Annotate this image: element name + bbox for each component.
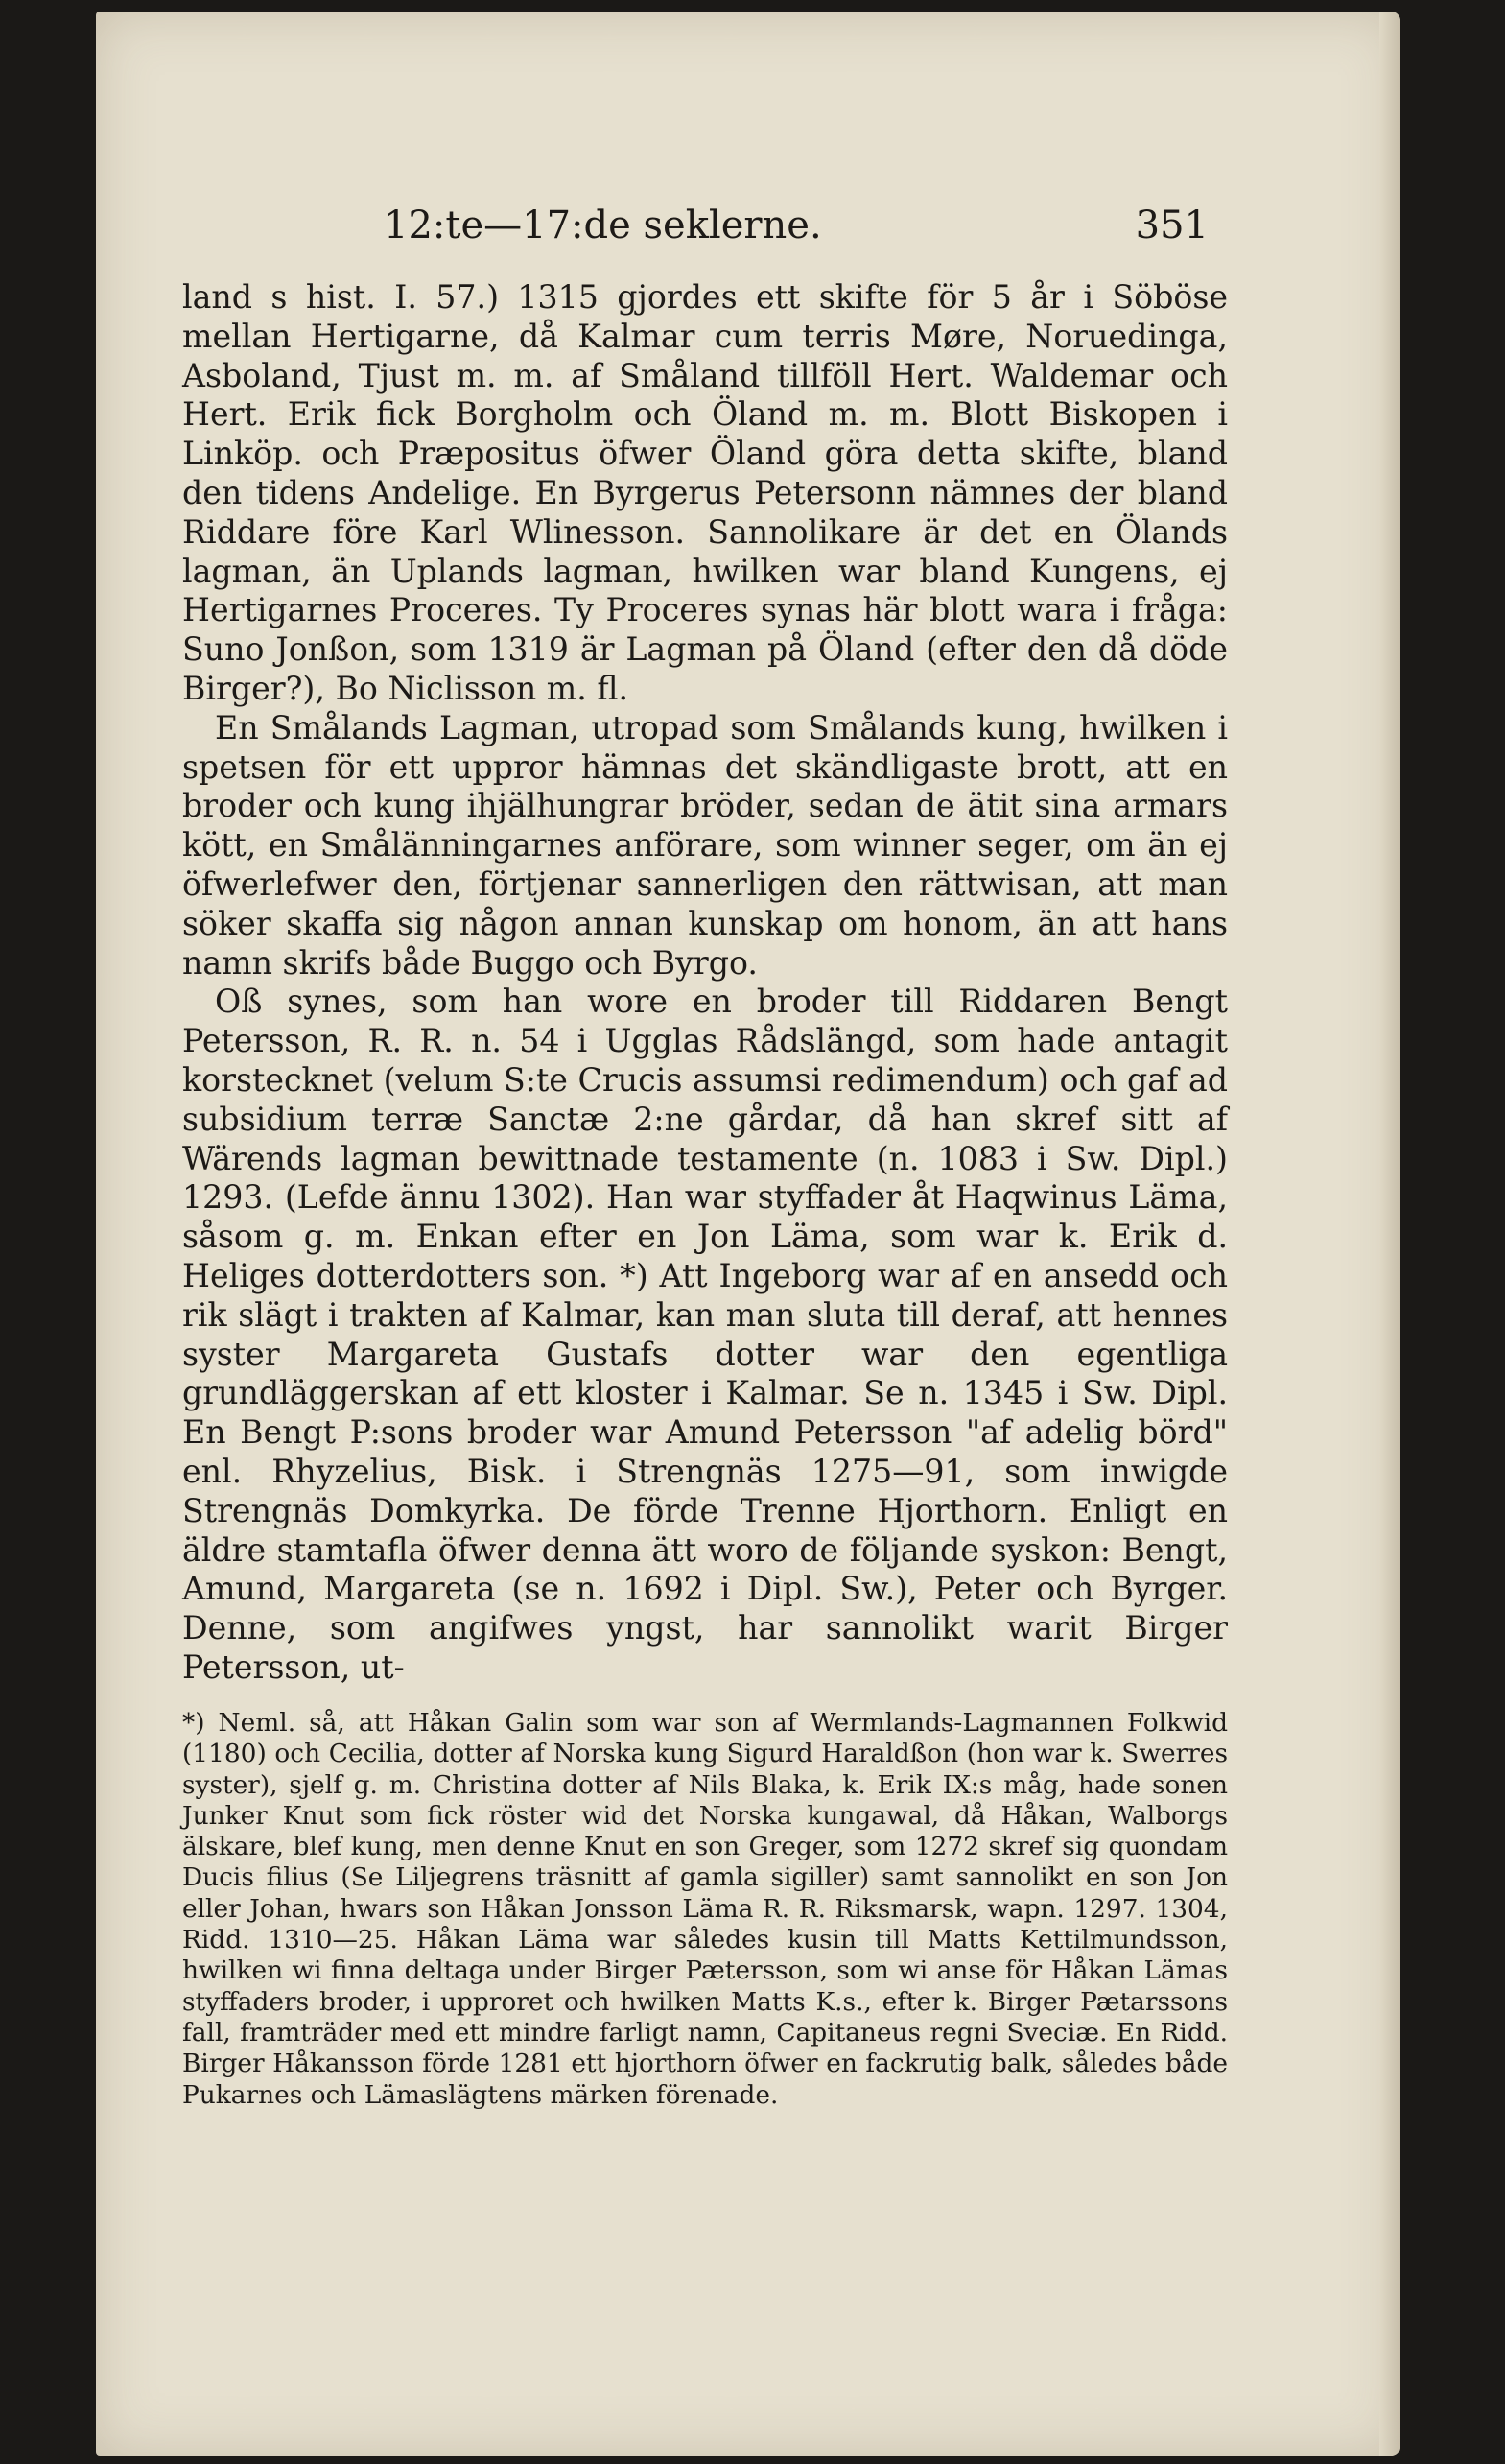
footnotes [182, 1708, 1228, 2111]
footnote: *) Neml. så, att Håkan Galin som war son af Wermlands-Lagmannen Folkwid (1180) och Cecilia, dotter af Norska kung Sigurd Haraldßon (hon war k. Swerres syster), sjelf g. m. Christina dotter af Nils Blaka, k. Erik IX:s måg, hade sonen Junker Knut som fick röster wid det Norska kungawal, då Håkan, Walborgs älskare, blef kung, men denne Knut en son Greger, som 1272 skref sig quondam Ducis filius (Se Liljegrens träsnitt af gamla sigiller) samt sannolikt en son Jon eller Johan, hwars son Håkan Jonsson Läma R. R. Riksmarsk, wapn. 1297. 1304, Ridd. 1310—25. Håkan Läma war således kusin till Matts Kettilmundsson, hwilken wi finna deltaga under Birger Pætersson, som wi anse för Håkan Lämas styffaders broder, i upproret och hwilken Matts K.s., efter k. Birger Pætarssons fall, framträder med ett mindre farligt namn, Capitaneus regni Sveciæ. En Ridd. Birger Håkansson förde 1281 ett hjorthorn öfwer en fackrutig balk, således både Pukarnes och Lämaslägtens märken förenade. [182, 1708, 1228, 2110]
running-title: 12:te—17:de seklerne. [384, 203, 822, 248]
page-number: 351 [1135, 203, 1209, 248]
page-header [384, 203, 1209, 261]
main-text [182, 278, 1228, 1688]
paragraph: En Smålands Lagman, utropad som Smålands kung, hwilken i spetsen för ett uppror hämnas det skändligaste brott, att en broder och kung ihjälhungrar bröder, sedan de ätit sina armars kött, en Smålänningarnes anförare, som winner seger, om än ej öfwerlefwer den, förtjenar sannerligen den rättwisan, att man söker skaffa sig någon annan kunskap om honom, än att hans namn skrifs både Buggo och Byrgo. [182, 708, 1228, 982]
paragraph: Oß synes, som han wore en broder till Riddaren Bengt Petersson, R. R. n. 54 i Ugglas Rådslängd, som hade antagit korstecknet (velum S:te Crucis assumsi redimendum) och gaf ad subsidium terræ Sanctæ 2:ne gårdar, då han skref sitt af Wärends lagman bewittnade testamente (n. 1083 i Sw. Dipl.) 1293. (Lefde ännu 1302). Han war styffader åt Haqwinus Läma, såsom g. m. Enkan efter en Jon Läma, som war k. Erik d. Heliges dotterdotters son. *) Att Ingeborg war af en ansedd och rik slägt i trakten af Kalmar, kan man sluta till deraf, att hennes syster Margareta Gustafs dotter war den egentliga grundläggerskan af ett kloster i Kalmar. Se n. 1345 i Sw. Dipl. En Bengt P:sons broder war Amund Petersson "af adelig börd" enl. Rhyzelius, Bisk. i Strengnäs 1275—91, som inwigde Strengnäs Domkyrka. De förde Trenne Hjorthorn. Enligt en äldre stamtafla öfwer denna ätt woro de följande syskon: Bengt, Amund, Margareta (se n. 1692 i Dipl. Sw.), Peter och Byrger. Denne, som angifwes yngst, har sannolikt warit Birger Petersson, ut- [182, 983, 1228, 1686]
page-edge [1379, 12, 1400, 2456]
paragraph: land s hist. I. 57.) 1315 gjordes ett skifte för 5 år i Söböse mellan Hertigarne, då Kalmar cum terris Møre, Noruedinga, Asboland, Tjust m. m. af Småland tillföll Hert. Waldemar och Hert. Erik fick Borgholm och Öland m. m. Blott Biskopen i Linköp. och Præpositus öfwer Öland göra detta skifte, bland den tidens Andelige. En Byrgerus Petersonn nämnes der bland Riddare före Karl Wlinesson. Sannolikare är det en Ölands lagman, än Uplands lagman, hwilken war bland Kungens, ej Hertigarnes Proceres. Ty Proceres synas här blott wara i fråga: Suno Jonßon, som 1319 är Lagman på Öland (efter den då döde Birger?), Bo Niclisson m. fl. [182, 278, 1228, 707]
